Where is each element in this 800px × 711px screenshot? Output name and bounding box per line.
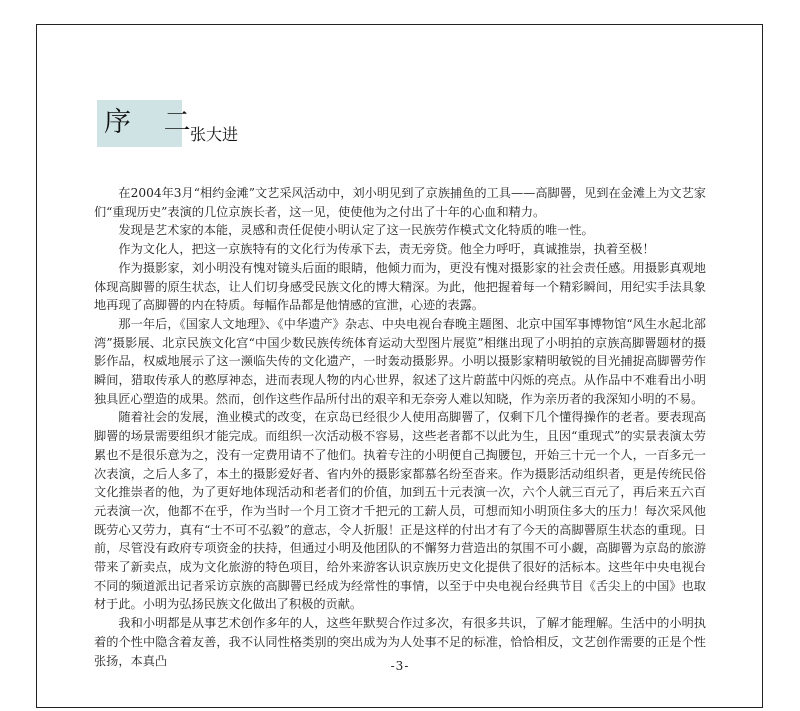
paragraph: 发现是艺术家的本能，灵感和责任促使小明认定了这一民族劳作模式文化特质的唯一性。 <box>118 223 594 238</box>
paragraph: 那一年后，《国家人文地理》、《中华遗产》杂志、中央电视台春晚主题图、北京中国军事博物馆“风生水起北部湾”摄影展、北京民族文化宫“中国少数民族传统体育运动大型图片展览”相继出现了小明拍的京族高脚罾题材的摄影作品，权威地展示了这一濒临失传的文化遗产，一时轰动摄影界。小明以摄影家精明敏锐的目光捕捉高脚罾劳作瞬间，猎取传承人的憨厚神态，进而表现人物的内心世界，叙述了这片蔚蓝中闪烁的亮点。从作品中不难看出小明独具匠心塑造的成果。然而，创作这些作品所付出的艰辛和无奈旁人难以知晓，作为亲历者的我深知小明的不易。 <box>94 316 706 406</box>
paragraph: 在2004年3月“相约金滩”文艺采风活动中，刘小明见到了京族捕鱼的工具——高脚罾，见到在金滩上为文艺家们“重现历史”表演的几位京族长者，这一见，使使他为之付出了十年的心血和精力。 <box>94 186 706 219</box>
paragraph: 作为摄影家，刘小明没有愧对镜头后面的眼睛，他倾力而为，更没有愧对摄影家的社会责任感。用摄影真观地体现高脚罾的原生状态，让人们切身感受民族文化的博大精深。为此，他把握着每一个精彩瞬间，用纪实手法具象地再现了高脚罾的内在特质。每幅作品都是他情感的宣泄，心迹的表露。 <box>94 260 706 313</box>
author-name: 张大进 <box>190 125 239 144</box>
section-title: 序 二 <box>104 107 203 138</box>
paragraph: 随着社会的发展，渔业模式的改变，在京岛已经很少人使用高脚罾了，仅剩下几个懂得操作的老者。要表现高脚罾的场景需要组织才能完成。而组织一次活动极不容易，这些老者都不以此为生，且因“重现式”的实景表演太劳累也不是很乐意为之，没有一定费用请不了他们。执着专注的小明便自己掏腰包，开始三十元一个人，一百多元一次表演，之后人多了，本土的摄影爱好者、省内外的摄影家都慕名纷至沓来。作为摄影活动组织者，更是传统民俗文化推崇者的他，为了更好地体现活动和老者们的价值，加到五十元表演一次，六个人就三百元了，再后来五六百元表演一次，他都不在乎，作为当时一个月工资才千把元的工薪人员，可想而知小明顶住多大的压力！每次采风他既劳心又劳力，真有“士不可不弘毅”的意志，令人折服！正是这样的付出才有了今天的高脚罾原生状态的重现。日前，尽管没有政府专项资金的扶持，但通过小明及他团队的不懈努力营造出的氛围不可小觑，高脚罾为京岛的旅游带来了新卖点，成为文化旅游的特色项目，给外来游客认识京族历史文化提供了很好的活标本。这些年中央电视台不同的频道派出记者采访京族的高脚罾已经成为经常性的事情，以至于中央电视台经典节目《舌尖上的中国》也取材于此。小明为弘扬民族文化做出了积极的贡献。 <box>94 410 706 612</box>
paragraph: 我和小明都是从事艺术创作多年的人，这些年默契合作过多次，有很多共识，了解才能理解。生活中的小明执着的个性中隐含着友善，我不认同性格类别的突出成为为人处事不足的标准，恰恰相反，文艺创作需要的正是个性张扬，本真凸 <box>94 616 706 668</box>
paragraph: 作为文化人，把这一京族特有的文化行为传承下去，责无旁贷。他全力呼吁，真诚推崇，执着至极！ <box>118 242 655 257</box>
body-text <box>94 184 706 670</box>
page-number: -3- <box>390 659 410 673</box>
